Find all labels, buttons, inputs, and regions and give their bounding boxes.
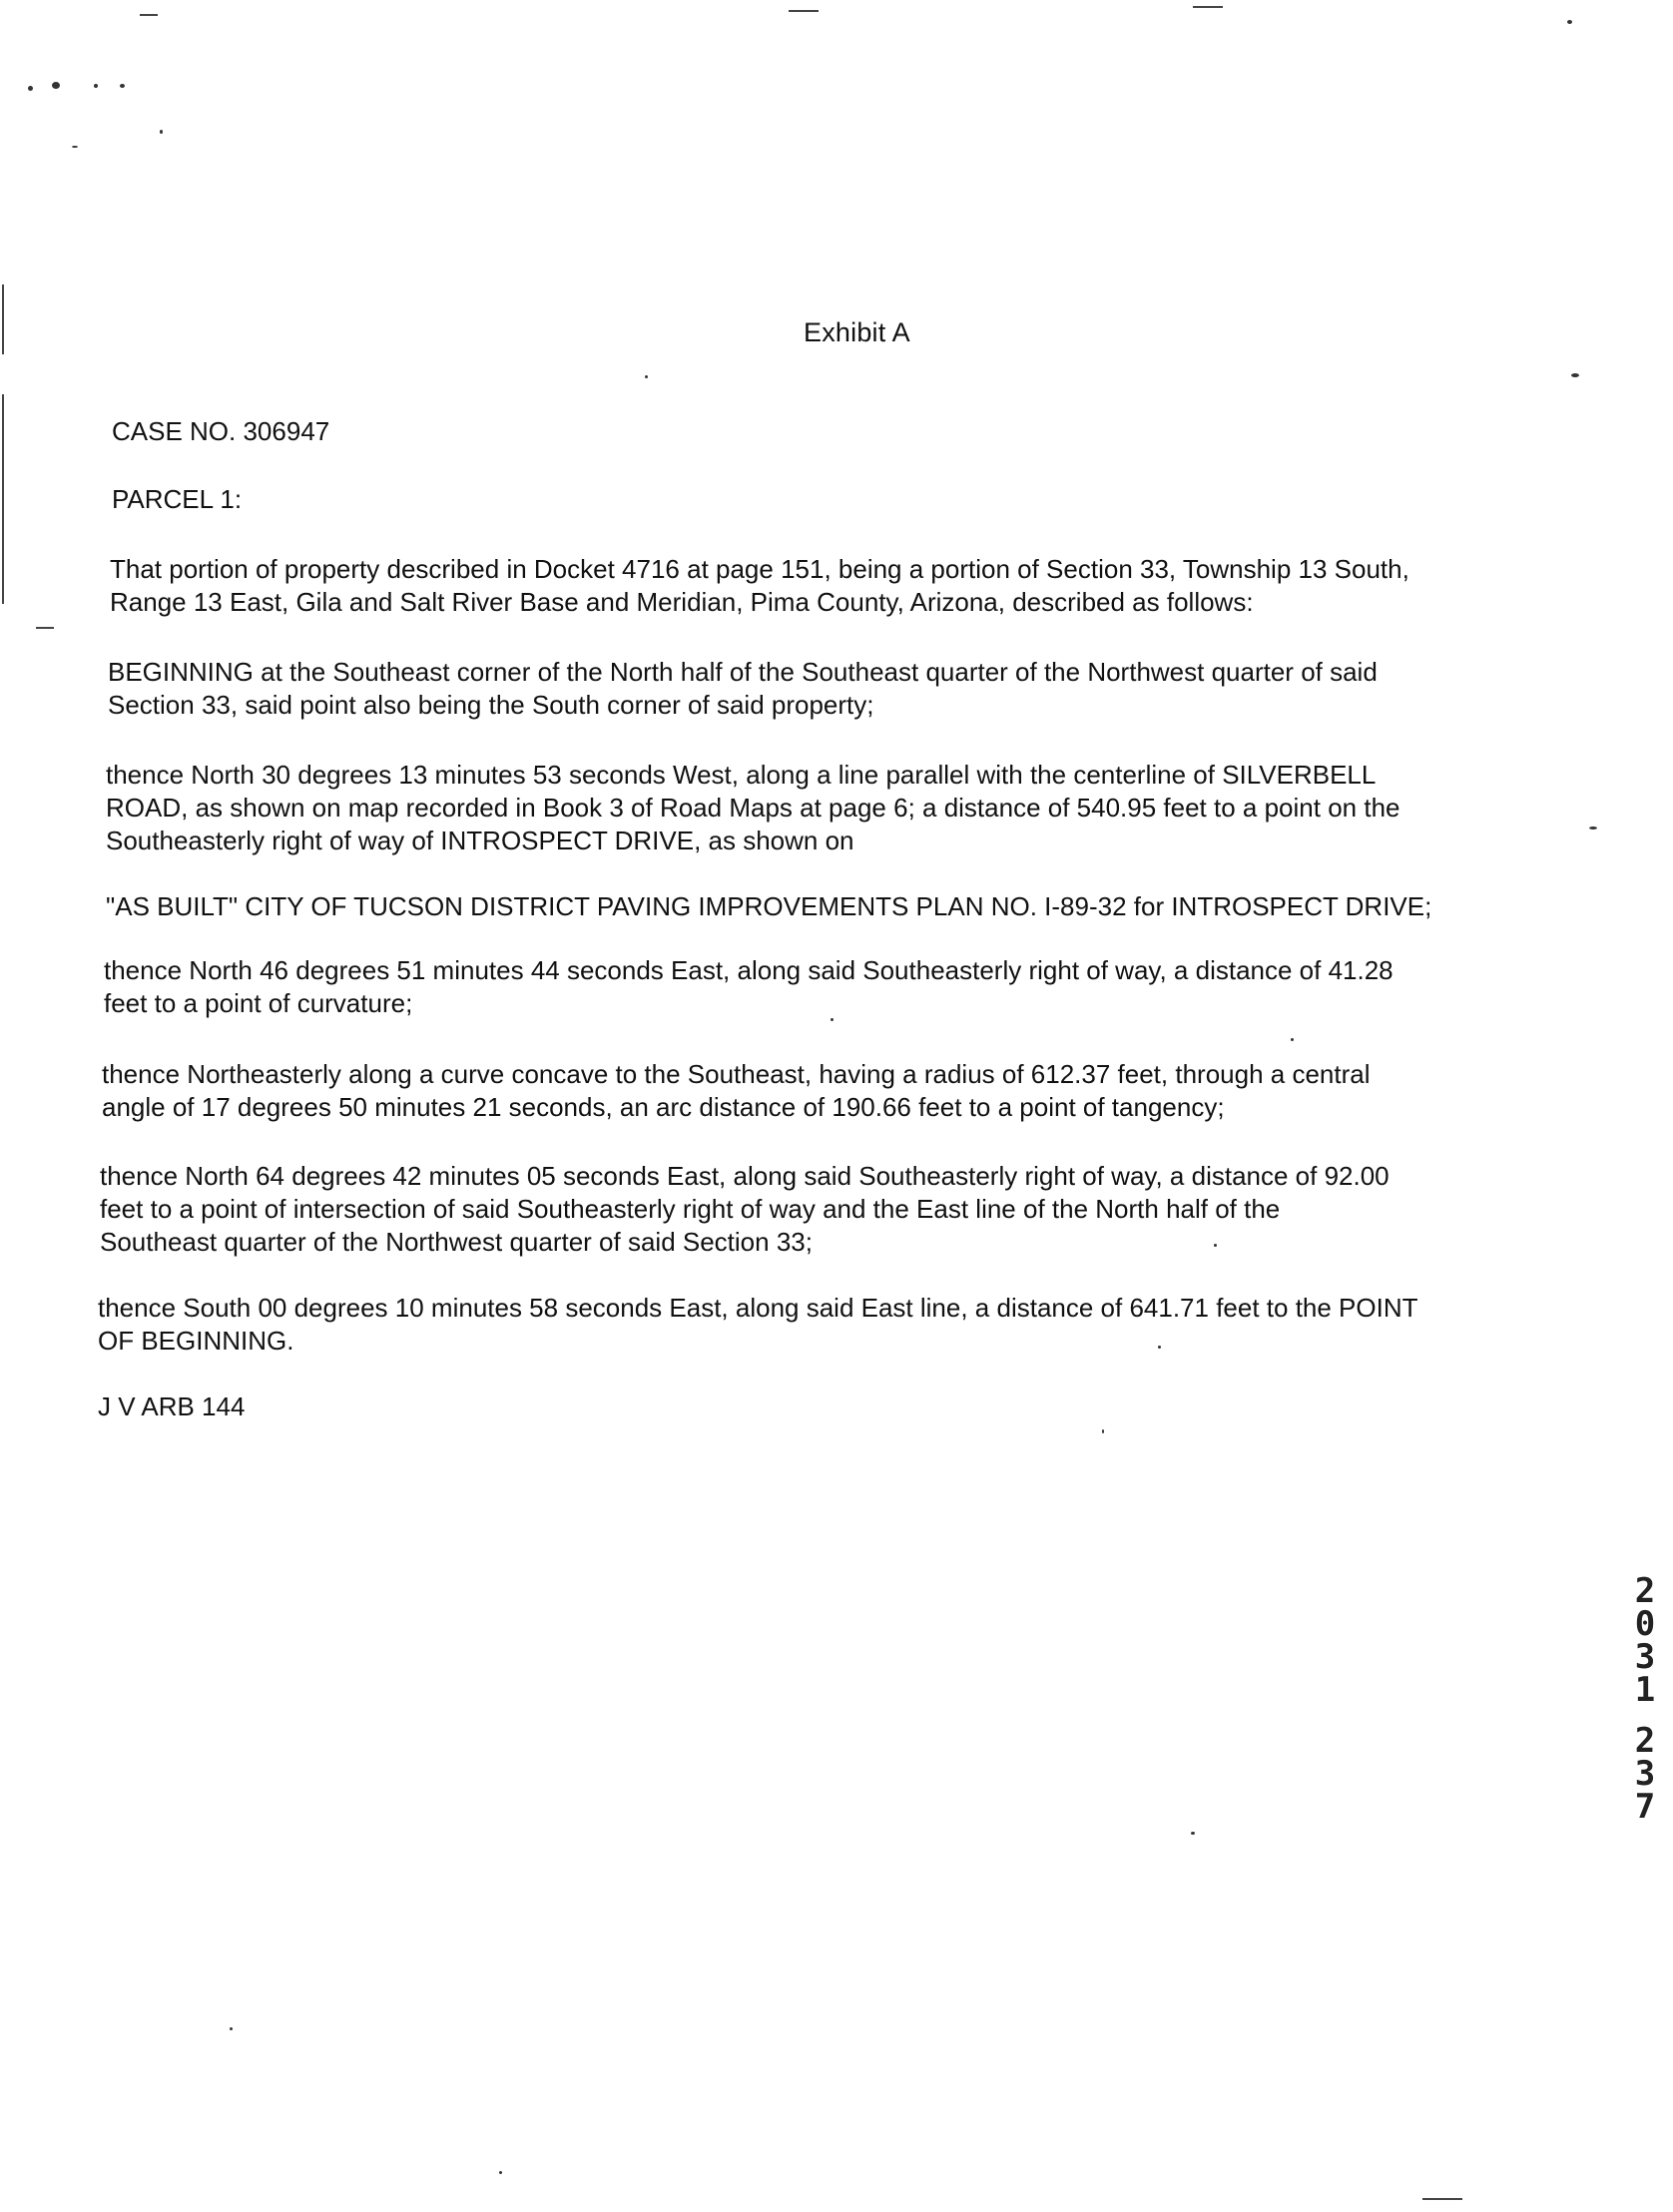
stamp-digit: 2	[1634, 1571, 1656, 1611]
scan-artifact-left-margin-line	[2, 394, 4, 604]
document-title: Exhibit A	[804, 317, 910, 347]
paragraph-line: BEGINNING at the Southeast corner of the North half of the Southeast quarter of the Northwest quarter of said	[108, 657, 1378, 687]
paragraph-line: Southeasterly right of way of INTROSPECT DRIVE, as shown on	[106, 826, 854, 855]
scan-artifact-speck	[230, 2027, 233, 2030]
scan-artifact-speck	[160, 130, 163, 134]
legal-description-paragraph	[104, 954, 1561, 1020]
scan-artifact-speck	[1567, 20, 1572, 24]
paragraph-line: angle of 17 degrees 50 minutes 21 seconds, an arc distance of 190.66 feet to a point of tangency;	[102, 1092, 1225, 1122]
scan-artifact-speck	[645, 375, 648, 378]
legal-description-paragraph	[110, 553, 1567, 619]
legal-description-paragraph	[106, 890, 1563, 923]
legal-description-paragraph	[98, 1292, 1555, 1358]
paragraph-line: OF BEGINNING.	[98, 1326, 294, 1356]
paragraph-line: thence North 64 degrees 42 minutes 05 seconds East, along said Southeasterly right of way, a distance of 92.00	[100, 1161, 1390, 1191]
scan-artifact-speck	[72, 146, 78, 148]
scan-artifact-dash	[140, 14, 158, 16]
recording-number-stamp	[1625, 1571, 1665, 1827]
legal-description-paragraph	[106, 759, 1563, 857]
scan-artifact-dash	[36, 627, 54, 629]
footer-reference: J V ARB 144	[98, 1391, 246, 1421]
case-number: CASE NO. 306947	[112, 416, 330, 446]
stamp-digit: 2	[1634, 1721, 1656, 1761]
stamp-digit: 0	[1634, 1604, 1656, 1644]
scan-artifact-speck	[499, 2171, 502, 2174]
scan-artifact-speck	[1589, 827, 1597, 830]
stamp-digit: 7	[1634, 1787, 1656, 1827]
parcel-label: PARCEL 1:	[112, 484, 243, 514]
scan-artifact-speck	[1291, 1038, 1294, 1041]
scan-artifact-dash	[1422, 2198, 1462, 2200]
paragraph-line: That portion of property described in Docket 4716 at page 151, being a portion of Section 33, Township 13 South,	[110, 554, 1409, 584]
legal-description-paragraph	[102, 1058, 1559, 1124]
paragraph-line: thence South 00 degrees 10 minutes 58 seconds East, along said East line, a distance of 641.71 feet to the POINT	[98, 1293, 1418, 1323]
paragraph-line: thence Northeasterly along a curve concave to the Southeast, having a radius of 612.37 feet, through a central	[102, 1059, 1371, 1089]
legal-description-paragraph	[108, 656, 1565, 722]
scan-artifact-speck	[1571, 373, 1579, 377]
stamp-digit: 3	[1634, 1754, 1656, 1794]
paragraph-line: Section 33, said point also being the South corner of said property;	[108, 690, 874, 720]
paragraph-line: thence North 30 degrees 13 minutes 53 seconds West, along a line parallel with the centerline of SILVERBELL	[106, 760, 1377, 790]
paragraph-line: "AS BUILT" CITY OF TUCSON DISTRICT PAVING IMPROVEMENTS PLAN NO. I-89-32 for INTROSPECT DRIVE;	[106, 891, 1432, 921]
scan-artifact-dash	[789, 10, 819, 12]
paragraph-line: feet to a point of curvature;	[104, 988, 413, 1018]
scan-artifact-dash	[1193, 6, 1223, 8]
stamp-digit: 3	[1634, 1637, 1656, 1677]
legal-description-paragraph	[100, 1160, 1557, 1259]
scan-artifact-left-margin-line	[2, 284, 4, 354]
scan-artifact-speck	[1191, 1832, 1195, 1835]
scan-artifact-speck	[52, 82, 60, 89]
paragraph-line: ROAD, as shown on map recorded in Book 3 of Road Maps at page 6; a distance of 540.95 feet to a point on the	[106, 793, 1400, 823]
scan-artifact-speck	[28, 86, 33, 91]
scan-artifact-speck	[120, 84, 125, 88]
paragraph-line: thence North 46 degrees 51 minutes 44 seconds East, along said Southeasterly right of way, a distance of 41.28	[104, 955, 1394, 985]
paragraph-line: Southeast quarter of the Northwest quarter of said Section 33;	[100, 1227, 813, 1257]
stamp-digit: 1	[1634, 1670, 1656, 1710]
scan-artifact-speck	[94, 84, 98, 88]
scan-artifact-speck	[1102, 1429, 1104, 1433]
paragraph-line: feet to a point of intersection of said Southeasterly right of way and the East line of the North half of the	[100, 1194, 1281, 1224]
paragraph-line: Range 13 East, Gila and Salt River Base and Meridian, Pima County, Arizona, described as follows:	[110, 587, 1254, 617]
